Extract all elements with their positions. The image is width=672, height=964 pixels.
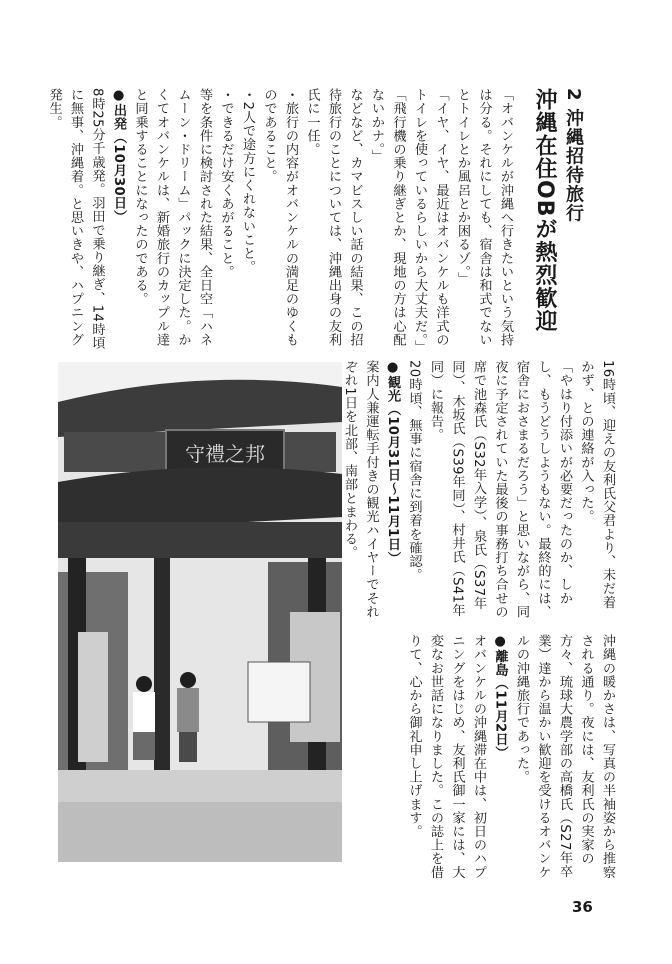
article-left-block — [46, 88, 516, 354]
heading-departure: ●出発（10月30日） — [111, 88, 126, 224]
para-quote-2: 「イヤ、イヤ、最近はオバンケルも洋式のトイレを使っているらしいから大丈夫だ。」 — [412, 88, 449, 354]
para-thanks: オバンケルの沖縄滞在中は、初日のハプニングをはじめ、友利氏御一家には、大変なお世話になりました。この誌上を借りて、心から御礼申し上げます。 — [406, 634, 486, 879]
para-decision: 等を条件に検討された結果、全日空「ハネムーン・ドリーム」パックに決定した。かくてオバンケルは、新婚旅行のカップル達と同乗することになったのである。 — [132, 88, 212, 347]
page-number: 36 — [572, 898, 593, 916]
para-departure: 8時25分千歳発。羽田で乗り継ぎ、14時頃に無事、沖縄着。と思いきや、ハプニング発生。 — [46, 88, 105, 350]
condition-item: ・できるだけ安くあがること。 — [218, 88, 234, 279]
para-warmth: 沖縄の暖かさは、写真の半袖姿から推察される通り。夜には、友利氏の実家の方々、琉球大農学部の高橋氏（S27年卒業）達から温かい歓迎を受けるオバンケルの沖縄旅行であった。 — [514, 634, 615, 879]
article-right-block — [342, 360, 618, 620]
gate-plaque-text: 守禮之邦 — [185, 442, 265, 466]
para-report: 「やはり付添いが必要だったのか、しかし、もうどうしようもない。最終的には、宿舎におさまるだろう」と思いながら、同夜に予定されていた最後の事務打ち合せの席で池森氏（S32年入学）、泉氏（S37年同）、木坂氏（S39年同）、村井氏（S41年同）に報告。 — [428, 360, 572, 619]
section-title: 2 沖縄招待旅行 — [563, 88, 584, 223]
condition-item: ・旅行の内容がオバンケルの満足のゆくものであること。 — [261, 88, 298, 347]
section-subtitle: 沖縄在住OBが熱烈歓迎 — [532, 88, 557, 333]
heading-sightseeing: ●観光（10月31日～11月1日） — [385, 360, 400, 565]
para-discussion: などなど、カマビスしい話の結果、この招待旅行のことについては、沖縄出身の友利氏に一任。 — [304, 88, 363, 347]
para-quote-1: 「オバンケルが沖縄へ行きたいという気持は分る。それにしても、宿舎は和式でないとトイレとか風呂とか困るゾ。」 — [455, 88, 513, 347]
article-right-lower-block — [386, 634, 618, 886]
para-arrival-call: 16時頃、迎えの友利氏父君より、未だ着かず、との連絡が入った。 — [578, 360, 615, 609]
para-confirm: 20時頃、無事に宿舎に到着を確認。 — [406, 360, 422, 582]
condition-item: ・2人で途方にくれないこと。 — [240, 88, 255, 274]
para-sightseeing: 案内人兼運転手付きの観光ハイヤーでそれぞれ1日を北部、南部とまわる。 — [342, 360, 379, 619]
shureimon-gate-photo — [58, 362, 342, 862]
gate-illustration — [58, 362, 342, 862]
para-quote-3: 「飛行機の乗り継ぎとか、現地の方は心配ないかナ。」 — [369, 88, 406, 347]
heading-remote-island: ●離島（11月2日） — [492, 634, 508, 760]
